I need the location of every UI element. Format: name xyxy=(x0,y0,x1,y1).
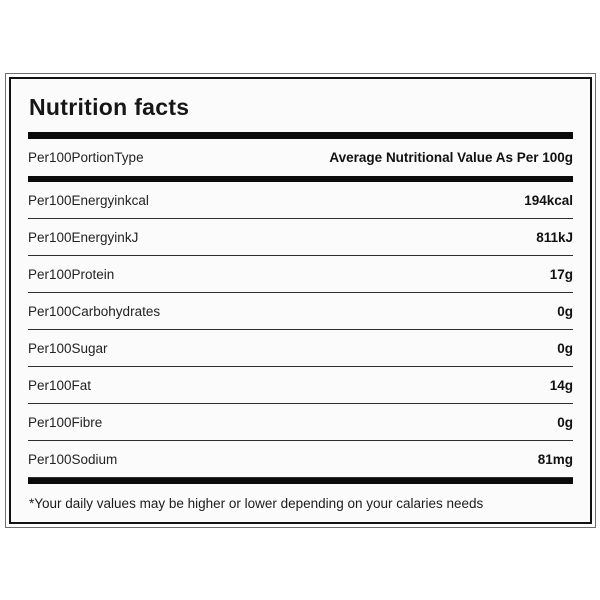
row-value: 81mg xyxy=(537,451,573,467)
row-label: Per100Fibre xyxy=(28,414,103,430)
row-value: 0g xyxy=(557,303,573,319)
table-row-sodium xyxy=(28,441,573,478)
header-portion-type: Per100PortionType xyxy=(28,150,144,165)
row-value: 14g xyxy=(549,377,573,393)
row-value: 194kcal xyxy=(524,192,573,208)
row-label: Per100Carbohydrates xyxy=(28,303,161,319)
table-header-row xyxy=(28,139,573,176)
table-row-energy-kj xyxy=(28,219,573,256)
table-row-energy-kcal xyxy=(28,182,573,219)
row-label: Per100Fat xyxy=(28,377,92,393)
row-label: Per100Sodium xyxy=(28,451,118,467)
page-title: Nutrition facts xyxy=(29,94,190,120)
row-value: 811kJ xyxy=(536,229,573,245)
row-label: Per100EnergyinkJ xyxy=(28,229,139,245)
divider-bar-top xyxy=(28,132,573,139)
table-row-sugar xyxy=(28,330,573,367)
row-value: 0g xyxy=(557,340,573,356)
table-row-fat xyxy=(28,367,573,404)
table-row-protein xyxy=(28,256,573,293)
row-value: 0g xyxy=(557,414,573,430)
header-average-value: Average Nutritional Value As Per 100g xyxy=(329,150,573,165)
nutrition-facts-card xyxy=(9,77,592,524)
row-label: Per100Protein xyxy=(28,266,115,282)
row-value: 17g xyxy=(549,266,573,282)
daily-values-footnote: *Your daily values may be higher or lower depending on your calaries needs xyxy=(29,496,484,511)
table-row-fibre xyxy=(28,404,573,441)
row-label: Per100Energyinkcal xyxy=(28,192,149,208)
row-label: Per100Sugar xyxy=(28,340,108,356)
table-row-carbohydrates xyxy=(28,293,573,330)
